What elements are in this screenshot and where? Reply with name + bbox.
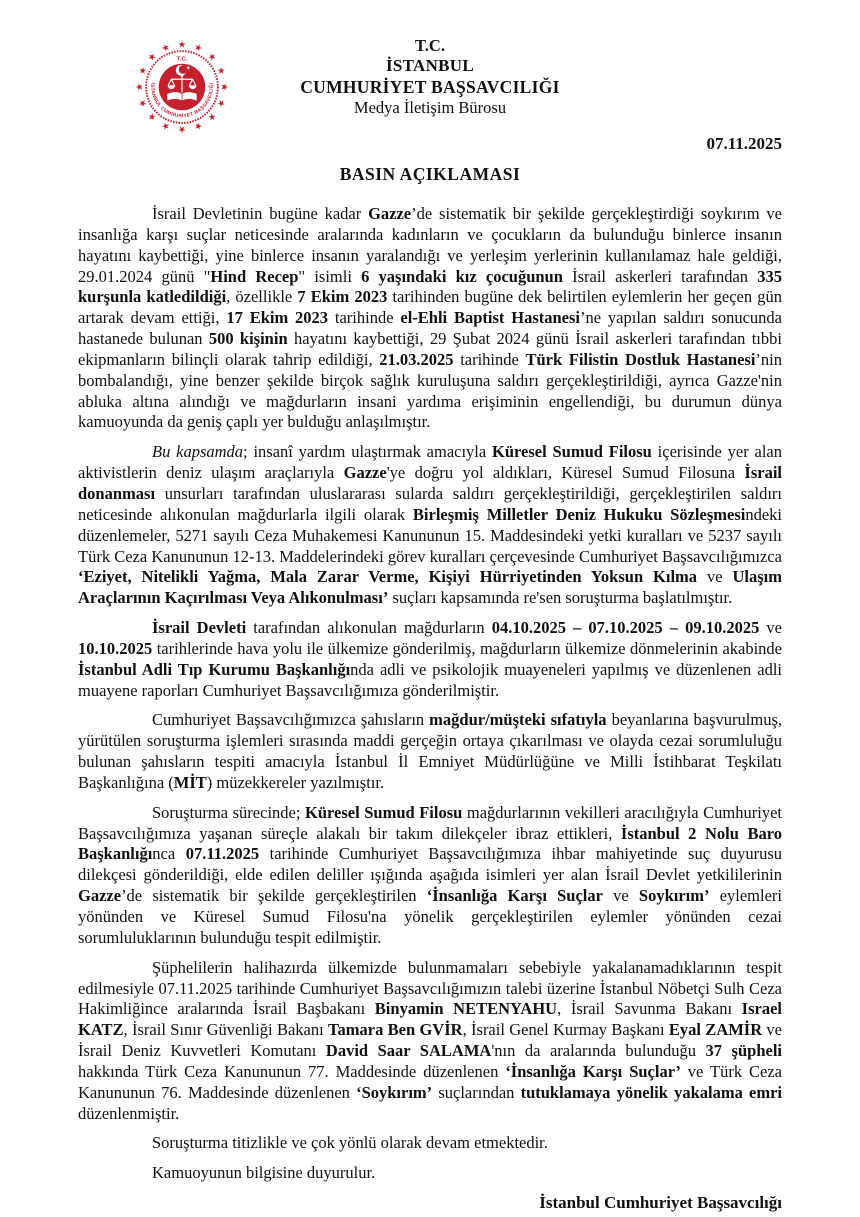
letterhead bbox=[78, 36, 782, 122]
document-date: 07.11.2025 bbox=[706, 134, 782, 153]
signature-line: İstanbul Cumhuriyet Başsavcılığı bbox=[539, 1193, 782, 1213]
paragraph: Bu kapsamda; insanî yardım ulaştırmak amacıyla Küresel Sumud Filosu içerisinde yer alan aktivistlerin deniz ulaşım araçlarıyla Gazze'ye doğru yol aldıkları, Küresel Sumud Filosuna İsrail donanması unsurları tarafından uluslararası sularda saldırı gerçekleştirildiği, gerçekleştirilen saldırı neticesinde alıkonulan mağdurlarla ilgili olarak Birleşmiş Milletler Deniz Hukuku Sözleşmesindeki düzenlemeler, 5271 sayılı Ceza Muhakemesi Kanununun 15. Maddesindeki yetki kuralları ve 5237 sayılı Türk Ceza Kanununun 12-13. Maddelerindeki görev kuralları çerçevesinde Cumhuriyet Başsavcılığımızca ‘Eziyet, Nitelikli Yağma, Mala Zarar Verme, Kişiyi Hürriyetinden Yoksun Kılma ve Ulaşım Araçlarının Kaçırılması Veya Alıkonulması’ suçları kapsamında re'sen soruşturma başlatılmıştır. bbox=[78, 442, 783, 608]
document-body bbox=[78, 204, 782, 1184]
document-title: BASIN AÇIKLAMASI bbox=[339, 164, 521, 184]
paragraph: İsrail Devleti tarafından alıkonulan mağdurların 04.10.2025 – 07.10.2025 – 09.10.2025 ve 10.10.2025 tarihlerinde hava yolu ile ülkemize gönderilmiş, mağdurların ülkemize dönmelerinin akabinde İstanbul Adli Tıp Kurumu Başkanlığında adli ve psikolojik muayeneleri yapılmış ve düzenlenen adli muayene raporları Cumhuriyet Başsavcılığımıza gönderilmiştir. bbox=[78, 618, 782, 700]
letterhead-city: İSTANBUL bbox=[385, 56, 475, 75]
letterhead-tc: T.C. bbox=[415, 36, 445, 55]
paragraph: Kamuoyunun bilgisine duyurulur. bbox=[152, 1163, 376, 1183]
paragraph: Cumhuriyet Başsavcılığımızca şahısların mağdur/müşteki sıfatıyla beyanlarına başvurulmuş, yürütülen soruşturma işlemleri sırasında maddi gerçeğin ortaya çıkarılması ve olayda cezai sorumluluğu bulunan şahısların tespiti amacıyla İstanbul İl Emniyet Müdürlüğüne ve Milli İstihbarat Teşkilatı Başkanlığına (MİT) müzekkereler yazılmıştır. bbox=[78, 710, 782, 792]
paragraph: İsrail Devletinin bugüne kadar Gazze’de sistematik bir şekilde gerçekleştirdiği soykırım ve insanlığa karşı suçlar neticesinde aralarında kadınların ve çocukların da bulunduğu binlerce insanın hayatını kaybettiği, yine binlerce insanın yaralandığı ve yerleşim yerlerinin kullanılamaz hale geldiği, 29.01.2024 günü "Hind Recep" isimli 6 yaşındaki kız çocuğunun İsrail askerleri tarafından 335 kurşunla katledildiği, özellikle 7 Ekim 2023 tarihinden bugüne dek belirtilen eylemlerin her geçen gün artarak devam ettiği, 17 Ekim 2023 tarihinde el-Ehli Baptist Hastanesi’ne yapılan saldırı sonucunda hastanede bulunan 500 kişinin hayatını kaybettiği, 29 Şubat 2024 günü İsrail askerleri tarafından tıbbi ekipmanların bilinçli olarak tahrip edildiği, 21.03.2025 tarihinde Türk Filistin Dostluk Hastanesi’nin bombalandığı, yine benzer şekilde birçok sağlık kuruluşuna saldırı gerçekleştirildiği, ayrıca Gazze'nin abluka altına alındığı ve mağdurların insani yardıma erişiminin engellendiği, bu durumun dünya kamuoyunda da geniş çaplı yer bulduğu anlaşılmıştır. bbox=[78, 204, 783, 432]
paragraph: Soruşturma titizlikle ve çok yönlü olarak devam etmektedir. bbox=[152, 1133, 548, 1153]
letterhead-office: CUMHURİYET BAŞSAVCILIĞI bbox=[300, 76, 560, 97]
seal-tc-text: T.C. bbox=[176, 56, 188, 63]
prosecutor-office-seal-icon bbox=[133, 38, 231, 136]
paragraph: Soruşturma sürecinde; Küresel Sumud Filosu mağdurlarının vekilleri aracılığıyla Cumhuriyet Başsavcılığımıza yaşanan süreçle alakalı bir takım dilekçeler ibraz ettikleri, İstanbul 2 Nolu Baro Başkanlığınca 07.11.2025 tarihinde Cumhuriyet Başsavcılığımıza ihbar mahiyetinde suç duyurusu dilekçesi gönderildiği, elde edilen deliller ışığında aşağıda isimleri yer alan İsrail Devlet yetkililerinin Gazze’de sistematik bir şekilde gerçekleştirilen ‘İnsanlığa Karşı Suçlar ve Soykırım’ eylemleri yönünden ve Küresel Sumud Filosu'na yönelik gerçekleştirilen eylemler yönünden cezai sorumluluklarının bulunduğu tespit edilmiştir. bbox=[78, 802, 783, 947]
seal-ring-text: İSTANBUL CUMHURİYET BAŞSAVCILIĞI bbox=[149, 82, 215, 120]
letterhead-bureau: Medya İletişim Bürosu bbox=[353, 97, 507, 117]
paragraph: Şüphelilerin halihazırda ülkemizde bulunmamaları sebebiyle yakalanamadıklarının tespit edilmesiyle 07.11.2025 tarihinde Cumhuriyet Başsavcılığımızın talebi üzerine İstanbul Nöbetçi Sulh Ceza Hakimliğince aralarında İsrail Başbakanı Binyamin NETENYAHU, İsrail Savunma Bakanı Israel KATZ, İsrail Sınır Güvenliği Bakanı Tamara Ben GVİR, İsrail Genel Kurmay Başkanı Eyal ZAMİR ve İsrail Deniz Kuvvetleri Komutanı David Saar SALAMA'nın da aralarında bulunduğu 37 şüpheli hakkında Türk Ceza Kanununun 77. Maddesinde düzenlenen ‘İnsanlığa Karşı Suçlar’ ve Türk Ceza Kanununun 76. Maddesinde düzenlenen ‘Soykırım’ suçlarından tutuklamaya yönelik yakalama emri düzenlenmiştir. bbox=[78, 957, 783, 1123]
